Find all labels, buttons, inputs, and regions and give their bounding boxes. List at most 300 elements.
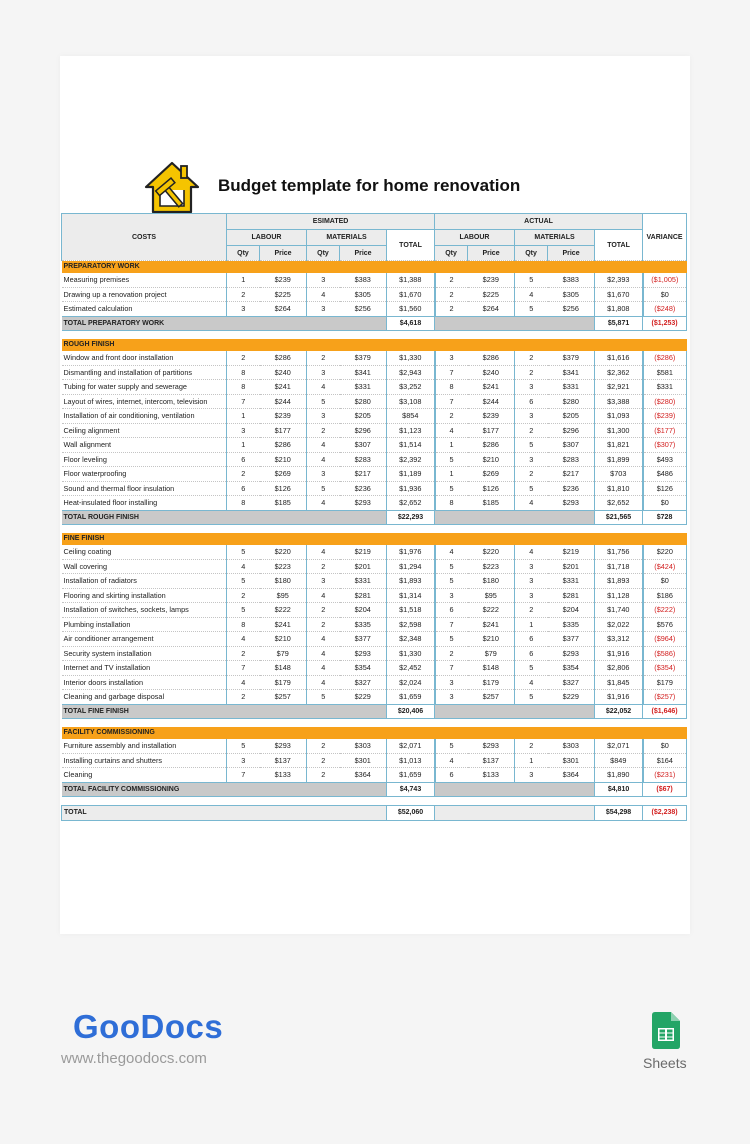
cell-value: $225 [260,287,307,302]
section-total-label: TOTAL FINE FINISH [62,704,387,719]
cell-value: 3 [435,675,468,690]
cell-value: 1 [515,753,548,768]
cost-item-name: Estimated calculation [62,302,227,317]
cell-value: $2,024 [387,675,435,690]
table-row [62,452,687,467]
cell-value: 5 [435,452,468,467]
table-row [62,753,687,768]
cell-value: 2 [227,646,260,661]
table-row [62,423,687,438]
header-estimated: ESIMATED [227,214,435,230]
cell-value: 2 [515,739,548,753]
cell-value: $280 [340,394,387,409]
cost-item-name: Ceiling coating [62,545,227,559]
header-act-total: TOTAL [595,230,643,261]
cell-value: $225 [468,287,515,302]
header-est-labour: LABOUR [227,230,307,246]
section-total-row [62,510,687,525]
cell-value: 5 [227,545,260,559]
cost-item-name: Installation of air conditioning, ventilation [62,409,227,424]
cell-value: 1 [227,438,260,453]
cell-value: $269 [260,467,307,482]
cell-value: $286 [468,351,515,365]
header-price: Price [468,246,515,261]
cell-value: 2 [307,617,340,632]
cell-value: ($177) [643,423,687,438]
cell-value: $217 [548,467,595,482]
cell-value: $1,560 [387,302,435,317]
section-title: ROUGH FINISH [62,339,687,351]
cell-value: 4 [307,438,340,453]
cell-value: $241 [468,617,515,632]
cell-value: 5 [307,394,340,409]
cell-value: 4 [307,380,340,395]
cell-value: 2 [307,768,340,783]
cell-value: 5 [307,690,340,705]
cell-value: $3,252 [387,380,435,395]
cell-value: $283 [548,452,595,467]
section-total-estimated: $20,406 [387,704,435,719]
website-url: www.thegoodocs.com [61,1050,207,1067]
cell-value: 2 [227,287,260,302]
cell-value: $223 [468,559,515,574]
cell-value: $364 [548,768,595,783]
cell-value: $1,659 [387,768,435,783]
section-title: PREPARATORY WORK [62,261,687,274]
cell-value: $1,808 [595,302,643,317]
cell-value: 7 [435,661,468,676]
cell-value: $331 [548,574,595,589]
cell-value: $2,652 [387,496,435,511]
cell-value: ($231) [643,768,687,783]
cell-value: 8 [435,380,468,395]
cell-value: $137 [260,753,307,768]
cell-value: $1,514 [387,438,435,453]
cost-item-name: Furniture assembly and installation [62,739,227,753]
cell-value: $241 [260,380,307,395]
cell-value: $341 [340,365,387,380]
section-title: FINE FINISH [62,533,687,545]
section-total-actual: $21,565 [595,510,643,525]
cell-value: $2,806 [595,661,643,676]
cell-value: 3 [227,423,260,438]
cell-value: $1,845 [595,675,643,690]
header-variance: VARIANCE [643,214,687,261]
house-hammer-icon [143,160,201,215]
section-total-variance: $728 [643,510,687,525]
cell-value: ($286) [643,351,687,365]
cell-value: $2,921 [595,380,643,395]
cell-value: 3 [307,467,340,482]
cell-value: 4 [227,632,260,647]
cell-value: $1,616 [595,351,643,365]
cell-value: $0 [643,287,687,302]
cell-value: 6 [515,394,548,409]
cell-value: $293 [260,739,307,753]
spacer-cell [62,797,687,806]
table-row [62,481,687,496]
section-total-spacer [435,316,595,331]
budget-table [61,213,687,821]
table-row [62,675,687,690]
cell-value: 4 [307,287,340,302]
cell-value: $331 [643,380,687,395]
cell-value: $703 [595,467,643,482]
cell-value: $133 [468,768,515,783]
cell-value: $201 [548,559,595,574]
cost-item-name: Cleaning and garbage disposal [62,690,227,705]
cell-value: $240 [260,365,307,380]
cell-value: ($354) [643,661,687,676]
cell-value: $79 [260,646,307,661]
table-row [62,768,687,783]
cell-value: 2 [307,423,340,438]
cell-value: $180 [468,574,515,589]
cell-value: $201 [340,559,387,574]
cell-value: $1,670 [595,287,643,302]
cell-value: $210 [260,452,307,467]
cell-value: $293 [548,646,595,661]
cell-value: $383 [340,273,387,287]
header-price: Price [260,246,307,261]
cell-value: $296 [548,423,595,438]
cell-value: $210 [260,632,307,647]
cell-value: 8 [227,380,260,395]
cell-value: $327 [340,675,387,690]
cell-value: 5 [227,603,260,618]
cell-value: $236 [548,481,595,496]
cell-value: 4 [307,545,340,559]
section-total-row [62,316,687,331]
header-act-materials: MATERIALS [515,230,595,246]
cell-value: $244 [260,394,307,409]
cost-item-name: Floor waterproofing [62,467,227,482]
cell-value: $305 [548,287,595,302]
cell-value: $137 [468,753,515,768]
cell-value: $95 [260,588,307,603]
cell-value: 3 [515,452,548,467]
cell-value: 2 [307,603,340,618]
cell-value: 5 [435,481,468,496]
cost-item-name: Ceiling alignment [62,423,227,438]
table-row [62,302,687,317]
cell-value: $286 [468,438,515,453]
cell-value: $222 [260,603,307,618]
cell-value: $1,330 [387,351,435,365]
cell-value: $379 [548,351,595,365]
cell-value: 3 [227,753,260,768]
cell-value: $205 [548,409,595,424]
spacer-cell [62,719,687,728]
cell-value: $293 [340,646,387,661]
sheets-label: Sheets [643,1055,687,1071]
cell-value: $2,362 [595,365,643,380]
cell-value: 5 [227,739,260,753]
cost-item-name: Security system installation [62,646,227,661]
cost-item-name: Measuring premises [62,273,227,287]
table-row [62,661,687,676]
cell-value: $1,093 [595,409,643,424]
cell-value: 1 [435,467,468,482]
cell-value: $335 [548,617,595,632]
cell-value: 2 [227,351,260,365]
section-total-label: TOTAL PREPARATORY WORK [62,316,387,331]
grand-total-actual: $54,298 [595,806,643,821]
cell-value: 3 [515,768,548,783]
section-total-spacer [435,782,595,797]
cell-value: $185 [468,496,515,511]
cell-value: 4 [515,675,548,690]
cell-value: $307 [548,438,595,453]
cell-value: $305 [340,287,387,302]
cell-value: $95 [468,588,515,603]
cell-value: $1,976 [387,545,435,559]
cell-value: ($424) [643,559,687,574]
cell-value: $1,893 [595,574,643,589]
cell-value: $229 [548,690,595,705]
cell-value: $2,943 [387,365,435,380]
cell-value: 1 [227,409,260,424]
cell-value: $576 [643,617,687,632]
cell-value: $379 [340,351,387,365]
cell-value: $239 [468,273,515,287]
cell-value: $1,890 [595,768,643,783]
cell-value: $283 [340,452,387,467]
cell-value: 4 [307,661,340,676]
cell-value: $257 [468,690,515,705]
cell-value: $164 [643,753,687,768]
table-row [62,574,687,589]
cell-value: ($257) [643,690,687,705]
cell-value: 3 [227,302,260,317]
cell-value: $2,392 [387,452,435,467]
section-total-spacer [435,704,595,719]
cell-value: 2 [515,351,548,365]
cell-value: $493 [643,452,687,467]
table-row [62,394,687,409]
cell-value: 3 [307,409,340,424]
cell-value: 8 [227,365,260,380]
cell-value: $281 [340,588,387,603]
cell-value: $126 [468,481,515,496]
table-row [62,588,687,603]
cell-value: $148 [260,661,307,676]
cell-value: 4 [307,675,340,690]
table-row [62,351,687,365]
cell-value: $256 [548,302,595,317]
cell-value: $179 [468,675,515,690]
cell-value: 4 [227,559,260,574]
grand-total-variance: ($2,238) [643,806,687,821]
section-total-row [62,782,687,797]
cell-value: $303 [340,739,387,753]
cell-value: 2 [515,467,548,482]
cell-value: 3 [307,302,340,317]
grand-total-label: TOTAL [62,806,387,821]
cell-value: $383 [548,273,595,287]
table-row [62,496,687,511]
section-total-estimated: $22,293 [387,510,435,525]
spacer-cell [62,331,687,340]
spacer-row [62,331,687,340]
table-row [62,467,687,482]
cell-value: $222 [468,603,515,618]
cell-value: 6 [515,632,548,647]
spacer-row [62,797,687,806]
cell-value: 2 [435,273,468,287]
cell-value: 6 [227,452,260,467]
cell-value: 7 [435,394,468,409]
cell-value: 2 [227,467,260,482]
cell-value: 7 [435,365,468,380]
cell-value: $256 [340,302,387,317]
cell-value: $286 [260,351,307,365]
table-row [62,287,687,302]
cell-value: $269 [468,467,515,482]
cell-value: $126 [643,481,687,496]
cell-value: $241 [260,617,307,632]
cell-value: 3 [435,588,468,603]
cell-value: ($307) [643,438,687,453]
grand-total-spacer [435,806,595,821]
cell-value: $581 [643,365,687,380]
cell-value: 8 [227,617,260,632]
cost-item-name: Floor leveling [62,452,227,467]
section-title: FACILITY COMMISSIONING [62,727,687,739]
cell-value: 6 [435,603,468,618]
cell-value: $2,598 [387,617,435,632]
cell-value: $185 [260,496,307,511]
cell-value: $179 [260,675,307,690]
cost-item-name: Internet and TV installation [62,661,227,676]
cell-value: 2 [307,559,340,574]
cell-value: 3 [307,574,340,589]
cell-value: 4 [435,753,468,768]
cell-value: 2 [307,351,340,365]
cost-item-name: Plumbing installation [62,617,227,632]
cell-value: $286 [260,438,307,453]
cell-value: 5 [435,739,468,753]
section-header-row [62,533,687,545]
section-total-label: TOTAL ROUGH FINISH [62,510,387,525]
cell-value: ($222) [643,603,687,618]
cell-value: $1,189 [387,467,435,482]
table-row [62,273,687,287]
table-row [62,559,687,574]
cell-value: 4 [515,496,548,511]
cell-value: $205 [340,409,387,424]
header-costs: COSTS [62,214,227,261]
cell-value: $280 [548,394,595,409]
cost-item-name: Window and front door installation [62,351,227,365]
section-total-estimated: $4,618 [387,316,435,331]
cell-value: ($586) [643,646,687,661]
section-header-row [62,727,687,739]
cost-item-name: Installation of switches, sockets, lamps [62,603,227,618]
spacer-row [62,719,687,728]
table-row [62,438,687,453]
cell-value: ($964) [643,632,687,647]
cell-value: $239 [468,409,515,424]
cell-value: 5 [435,559,468,574]
cell-value: $1,659 [387,690,435,705]
cell-value: 2 [435,409,468,424]
cell-value: $1,821 [595,438,643,453]
cell-value: 5 [227,574,260,589]
cell-value: 4 [307,646,340,661]
cell-value: $1,294 [387,559,435,574]
cell-value: $257 [260,690,307,705]
cell-value: $854 [387,409,435,424]
cell-value: 2 [435,287,468,302]
table-row [62,603,687,618]
header-price: Price [548,246,595,261]
cell-value: $2,071 [387,739,435,753]
cell-value: 2 [515,603,548,618]
cell-value: $1,740 [595,603,643,618]
cell-value: $331 [340,574,387,589]
cost-item-name: Air conditioner arrangement [62,632,227,647]
cell-value: 7 [435,617,468,632]
header-est-total: TOTAL [387,230,435,261]
cell-value: 4 [307,632,340,647]
cell-value: $177 [468,423,515,438]
table-row [62,739,687,753]
cost-item-name: Dismantling and installation of partitions [62,365,227,380]
table-row [62,380,687,395]
cell-value: 2 [227,588,260,603]
cell-value: $1,330 [387,646,435,661]
header-qty: Qty [515,246,548,261]
spacer-row [62,525,687,534]
cell-value: 2 [515,423,548,438]
cell-value: $2,348 [387,632,435,647]
cell-value: 3 [515,574,548,589]
cell-value: $849 [595,753,643,768]
header-qty: Qty [227,246,260,261]
section-total-variance: ($1,646) [643,704,687,719]
cell-value: $239 [260,273,307,287]
cell-value: $0 [643,574,687,589]
cell-value: $1,388 [387,273,435,287]
cell-value: 4 [307,588,340,603]
cell-value: 2 [307,739,340,753]
cell-value: $301 [548,753,595,768]
cell-value: 1 [227,273,260,287]
cell-value: 5 [515,661,548,676]
cell-value: $241 [468,380,515,395]
header-actual: ACTUAL [435,214,643,230]
section-total-row [62,704,687,719]
cell-value: $296 [340,423,387,438]
cell-value: 5 [435,632,468,647]
cell-value: $0 [643,496,687,511]
cell-value: $1,899 [595,452,643,467]
table-row [62,365,687,380]
cell-value: $293 [468,739,515,753]
cell-value: 2 [435,302,468,317]
cost-item-name: Wall alignment [62,438,227,453]
document-title: Budget template for home renovation [218,176,521,195]
cost-item-name: Cleaning [62,768,227,783]
cell-value: 3 [435,690,468,705]
cell-value: 8 [227,496,260,511]
cell-value: ($280) [643,394,687,409]
cell-value: $219 [340,545,387,559]
section-total-actual: $22,052 [595,704,643,719]
cell-value: $2,652 [595,496,643,511]
cell-value: 2 [435,646,468,661]
